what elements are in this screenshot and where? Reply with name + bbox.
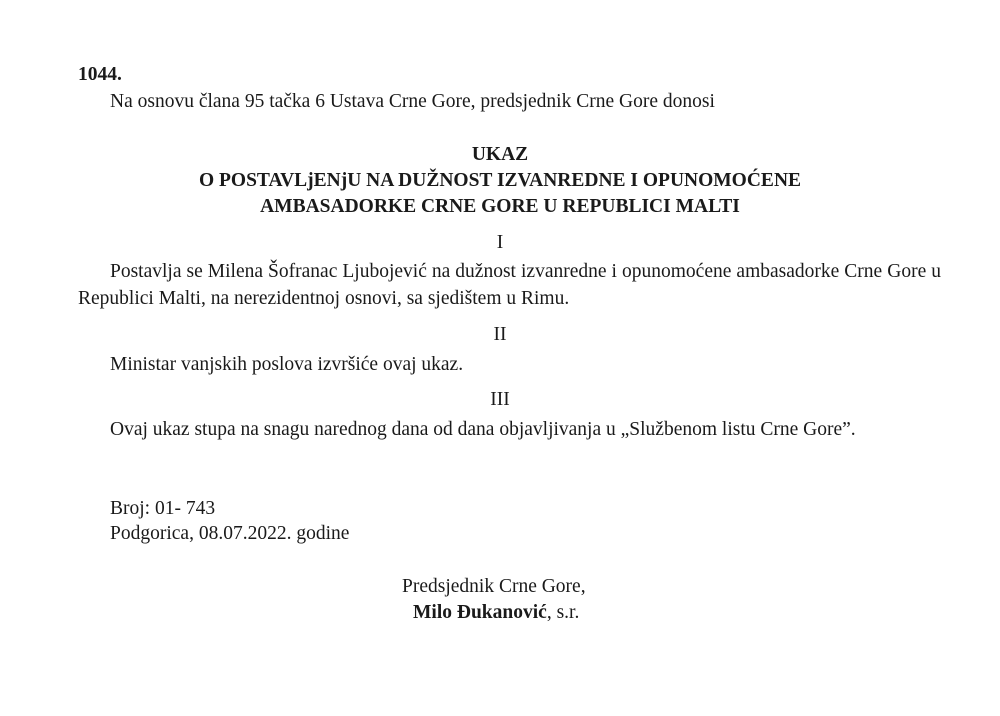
decree-subtitle-line-1: O POSTAVLjENjU NA DUŽNOST IZVANREDNE I OPUNOMOĆENE: [198, 170, 802, 191]
preamble: Na osnovu člana 95 tačka 6 Ustava Crne Gore, predsjednik Crne Gore donosi: [110, 91, 715, 112]
section-numeral-2: II: [493, 324, 507, 345]
decree-subtitle-line-2: AMBASADORKE CRNE GORE U REPUBLICI MALTI: [260, 196, 740, 217]
section-text-1: Postavlja se Milena Šofranac Ljubojević na dužnost izvanredne i opunomoćene ambasadorke Crne Gore u Republici Malti, na nerezidentnoj osnovi, sa sjedištem u Rimu.: [78, 261, 941, 309]
signatory-role: Predsjednik Crne Gore,: [402, 576, 586, 597]
decree-number: 1044.: [78, 64, 122, 85]
section-text-3: Ovaj ukaz stupa na snagu narednog dana od dana objavljivanja u „Službenom listu Crne Gore”.: [110, 419, 856, 440]
decree-title: UKAZ: [471, 144, 529, 165]
reference-number: Broj: 01- 743: [110, 498, 216, 519]
section-numeral-1: I: [496, 232, 504, 253]
section-text-2: Ministar vanjskih poslova izvršiće ovaj ukaz.: [110, 354, 464, 375]
signature-line: [413, 603, 579, 623]
signatory-name: Milo Đukanović: [413, 602, 547, 623]
place-and-date: Podgorica, 08.07.2022. godine: [110, 523, 350, 544]
signature-suffix: , s.r.: [546, 602, 580, 623]
section-numeral-3: III: [490, 389, 510, 410]
